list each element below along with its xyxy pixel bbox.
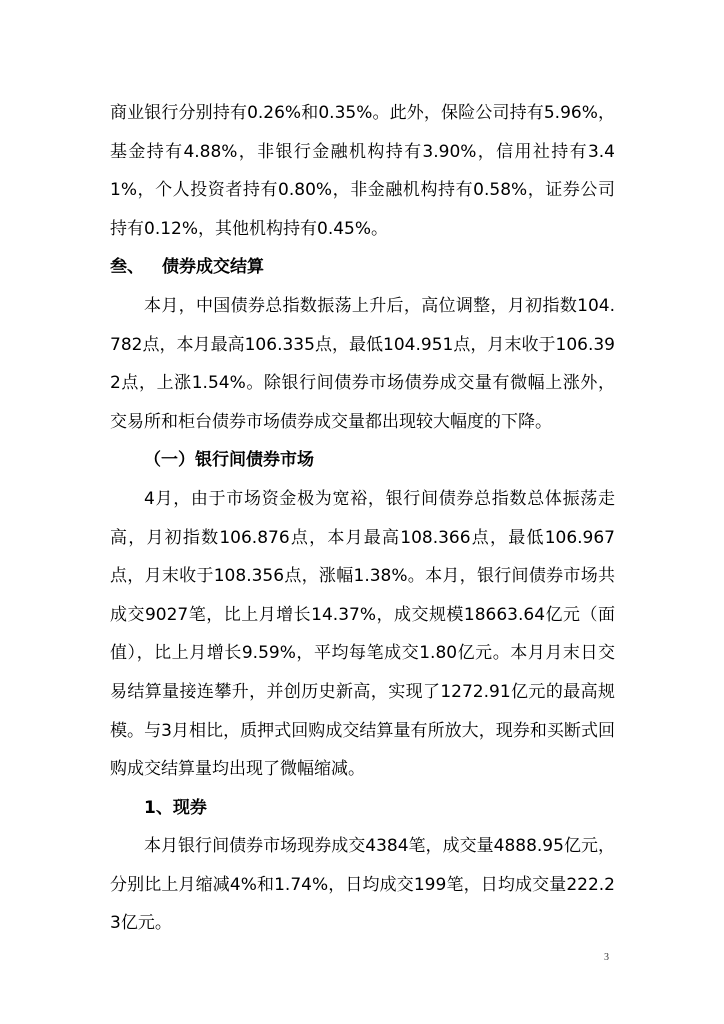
subsection-heading-1: （一）银行间债券市场	[144, 450, 314, 471]
paragraph-index-summary: 本月，中国债券总指数振荡上升后，高位调整，月初指数104.782点，本月最高106.335点，最低104.951点，月末收于106.392点，上涨1.54%。除银行间债券市场债券成交量有微幅上涨外，交易所和柜台债券市场债券成交量都出现较大幅度的下降。	[110, 295, 615, 432]
section-title: 债券成交结算	[162, 257, 264, 278]
paragraph-holdings: 商业银行分别持有0.26%和0.35%。此外，保险公司持有5.96%，基金持有4.88%，非银行金融机构持有3.90%，信用社持有3.41%，个人投资者持有0.80%，非金融机构持有0.58%，证券公司持有0.12%，其他机构持有0.45%。	[110, 103, 615, 239]
paragraph-interbank-market: 4月，由于市场资金极为宽裕，银行间债券总指数总体振荡走高，月初指数106.876点，本月最高108.366点，最低106.967点，月末收于108.356点，涨幅1.38%。本月，银行间债券市场共成交9027笔，比上月增长14.37%，成交规模18663.64亿元（面值），比上月增长9.59%，平均每笔成交1.80亿元。本月月末日交易结算量接连攀升，并创历史新高，实现了1272.91亿元的最高规模。与3月相比，质押式回购成交结算量有所放大，现券和买断式回购成交结算量均出现了微幅缩减。	[110, 488, 615, 780]
section-number: 叁、	[110, 257, 144, 278]
document-body	[110, 94, 615, 943]
page-number: 3	[604, 952, 609, 963]
item-heading-spot: 1、现券	[144, 797, 207, 818]
paragraph-spot-trading: 本月银行间债券市场现券成交4384笔，成交量4888.95亿元，分别比上月缩减4%和1.74%，日均成交199笔，日均成交量222.23亿元。	[110, 836, 615, 934]
section-heading-3	[110, 248, 615, 287]
